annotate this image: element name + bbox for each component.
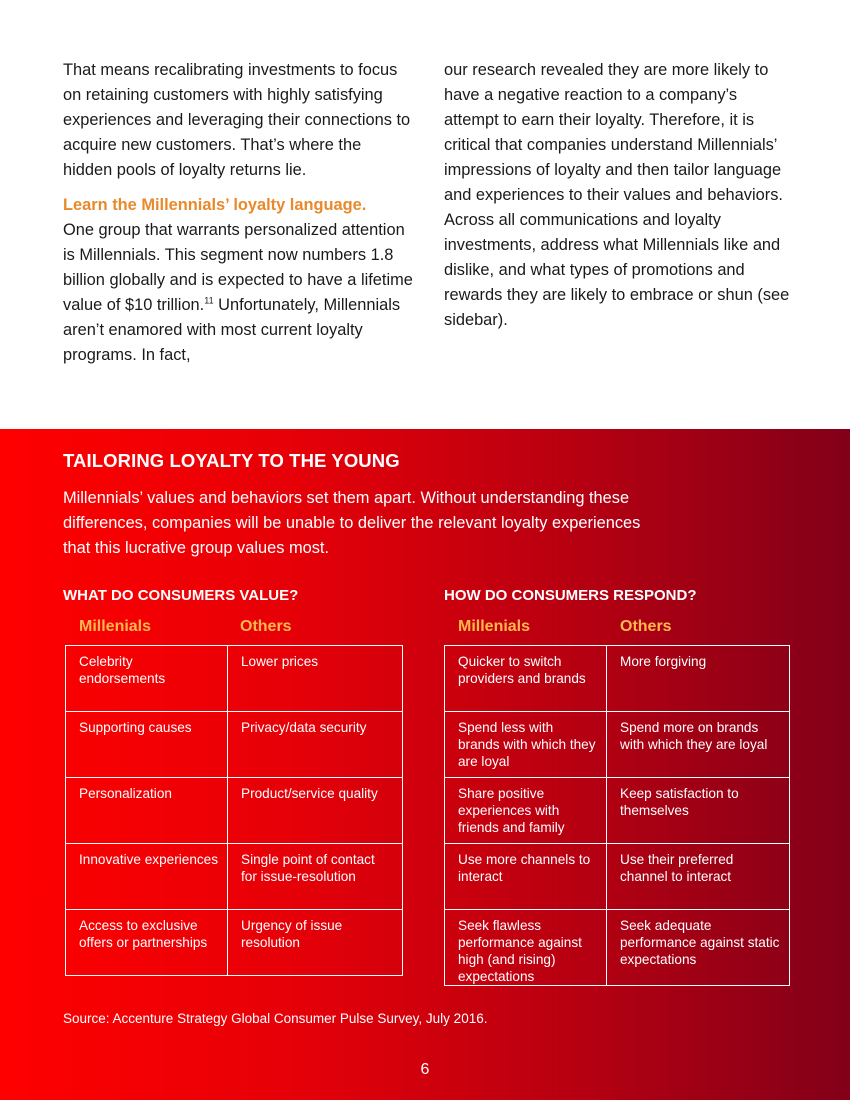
column-header-millennials: Millenials [458,618,531,635]
table-row [445,910,790,986]
value-table-heading: WHAT DO CONSUMERS VALUE? [63,587,299,604]
table-cell: More forgiving [607,646,790,712]
column-header-millennials: Millenials [79,618,152,635]
table-cell: Seek flawless performance against high (and rising) expectations [445,910,607,986]
table-cell: Privacy/data security [228,712,403,778]
body-paragraph-right: our research revealed they are more likely to have a negative reaction to a company’s attempt to earn their loyalty. Therefore, it is critical that companies understand Millennials’ impressions of loyalty and then tailor language and experiences to their values and behaviors. Across all communications and loyalty investments, address what Millennials like and dislike, and what types of promotions and rewards they are likely to embrace or shun (see sidebar). [444,61,790,329]
table-cell: Use their preferred channel to interact [607,844,790,910]
source-note: Source: Accenture Strategy Global Consumer Pulse Survey, July 2016. [63,1011,488,1026]
table-cell: Single point of contact for issue-resolution [228,844,403,910]
right-column [444,58,794,343]
table-cell: Spend more on brands with which they are loyal [607,712,790,778]
section-lead-heading: Learn the Millennials’ loyalty language. [63,196,367,214]
table-cell: Quicker to switch providers and brands [445,646,607,712]
column-header-others: Others [240,618,292,635]
table-row [66,844,403,910]
table-cell: Keep satisfaction to themselves [607,778,790,844]
lead-text-2: Unfortunately, Millennials aren’t enamored with most current loyalty programs. In fact, [63,296,401,364]
sidebar-panel [0,429,850,1100]
table-cell: Share positive experiences with friends and family [445,778,607,844]
table-cell: Innovative experiences [66,844,228,910]
table-cell: Personalization [66,778,228,844]
table-cell: Supporting causes [66,712,228,778]
respond-table-heading: HOW DO CONSUMERS RESPOND? [444,587,697,604]
sidebar-intro: Millennials’ values and behaviors set them apart. Without understanding these differences, companies will be unable to deliver the relevant loyalty experiences that this lucrative group values most. [63,489,641,557]
table-cell: Seek adequate performance against static expectations [607,910,790,986]
table-row [66,712,403,778]
table-row [445,844,790,910]
table-cell: Use more channels to interact [445,844,607,910]
table-cell: Product/service quality [228,778,403,844]
respond-table [444,645,790,986]
body-paragraph: That means recalibrating investments to focus on retaining customers with highly satisfying experiences and leveraging their connections to acquire new customers. That’s where the hidden pools of loyalty returns lie. [63,61,411,179]
left-column [63,58,413,378]
value-table [65,645,403,976]
page-number: 6 [420,1061,430,1078]
sidebar-title: TAILORING LOYALTY TO THE YOUNG [63,450,400,471]
table-row [66,778,403,844]
lead-text-1: One group that warrants personalized attention is Millennials. This segment now numbers 1.8 billion globally and is expected to have a lifetime value of $10 trillion. [63,221,413,314]
footnote-marker: 11 [204,295,214,306]
table-row [445,712,790,778]
table-cell: Access to exclusive offers or partnerships [66,910,228,976]
table-cell: Lower prices [228,646,403,712]
table-row [66,910,403,976]
table-row [66,646,403,712]
table-row [445,646,790,712]
column-header-others: Others [620,618,672,635]
table-cell: Spend less with brands with which they are loyal [445,712,607,778]
table-cell: Urgency of issue resolution [228,910,403,976]
table-cell: Celebrity endorsements [66,646,228,712]
table-row [445,778,790,844]
millennials-paragraph [63,193,413,368]
